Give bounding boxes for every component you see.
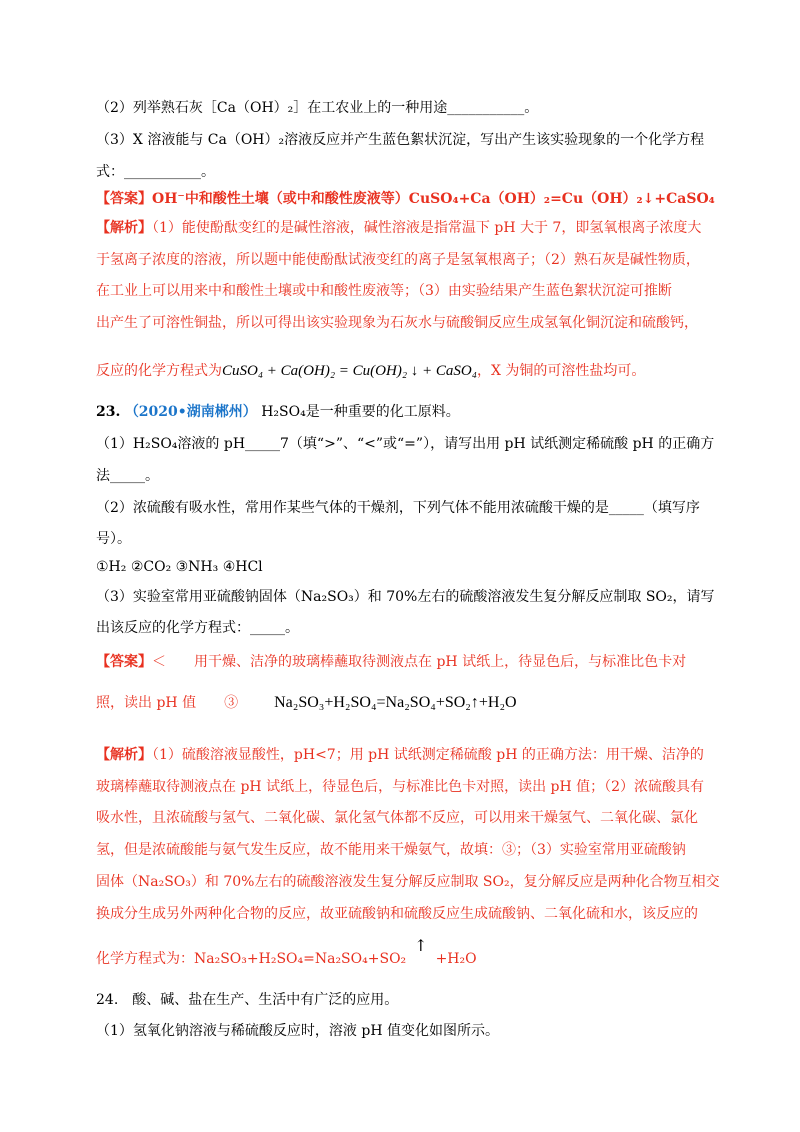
analysis-label: 【解析】 xyxy=(96,220,152,236)
q24-line2: （1）氢氧化钠溶液与稀硫酸反应时，溶液 pH 值变化如图所示。 xyxy=(96,1023,499,1039)
q22-analysis-line1 xyxy=(96,218,708,238)
q23-part1-line2: 法_____。 xyxy=(96,468,159,484)
answer-text: ＜ 用干燥、洁净的玻璃棒蘸取待测液点在 pH 试纸上，待显色后，与标准比色卡对 xyxy=(152,654,687,670)
question-stem: H₂SO₄是一种重要的化工原料。 xyxy=(261,404,460,420)
analysis-text: 化学方程式为：Na₂SO₃+H₂SO₄=Na₂SO₄+SO₂ xyxy=(96,951,407,967)
q22-analysis-line4: 出产生了可溶性铜盐，所以可得出该实验现象为石灰水与硫酸铜反应生成氢氧化铜沉淀和硫酸钙， xyxy=(96,315,698,331)
analysis-text: +H₂O xyxy=(435,951,477,967)
analysis-text: （1）能使酚酞变红的是碱性溶液，碱性溶液是指常温下 pH 大于 7，即氢氧根离子浓度大 xyxy=(152,220,702,236)
answer-label: 【答案】 xyxy=(96,654,152,670)
q23-part2-line2: 号）。 xyxy=(96,531,131,547)
q23-analysis-line2: 玻璃棒蘸取待测液点在 pH 试纸上，待显色后，与标准比色卡对照，读出 pH 值；（2）浓硫酸具有 xyxy=(96,779,705,795)
q23-analysis-line4: 氢，但是浓硫酸能与氨气发生反应，故不能用来干燥氨气，故填：③；（3）实验室常用亚硫酸钠 xyxy=(96,842,686,858)
q22-answer-text: OH⁻中和酸性土壤（或中和酸性废液等）CuSO₄+Ca（OH）₂=Cu（OH）₂↓+CaSO₄ xyxy=(152,191,715,207)
q23-analysis-line1 xyxy=(96,745,708,765)
q22-part3-line1: （3）X 溶液能与 Ca（OH）₂溶液反应并产生蓝色絮状沉淀，写出产生该实验现象的一个化学方程 xyxy=(96,132,705,148)
equation-cuso4: CuSO₄ + Ca(OH)₂ = Cu(OH)₂ ↓ + CaSO₄ xyxy=(222,363,477,379)
q23-header xyxy=(96,402,708,422)
q22-part2: （2）列举熟石灰［Ca（OH）₂］在工农业上的一种用途___________。 xyxy=(96,100,539,116)
q22-answer xyxy=(96,189,715,209)
q23-answer-line1 xyxy=(96,652,708,672)
analysis-text: （1）硫酸溶液显酸性，pH<7；用 pH 试纸测定稀硫酸 pH 的正确方法：用干燥、洁净的 xyxy=(152,747,704,763)
q23-options: ①H₂ ②CO₂ ③NH₃ ④HCl xyxy=(96,559,263,575)
up-arrow-icon: ↑ xyxy=(414,936,428,955)
q23-analysis-line5: 固体（Na₂SO₃）和 70%左右的硫酸溶液发生复分解反应制取 SO₂，复分解反应是两种化合物互相交 xyxy=(96,874,720,890)
equation-na2so3: Na₂SO₃+H₂SO₄=Na₂SO₄+SO₂↑+H₂O xyxy=(274,694,517,711)
q22-analysis-line2: 于氢离子浓度的溶液，所以题中能使酚酞试液变红的离子是氢氧根离子；（2）熟石灰是碱性物质， xyxy=(96,252,700,268)
analysis-text: 反应的化学方程式为 xyxy=(96,363,222,379)
question-number: 23. xyxy=(96,404,121,420)
q22-analysis-line5 xyxy=(96,361,708,381)
q23-part2-line1: （2）浓硫酸有吸水性，常用作某些气体的干燥剂，下列气体不能用浓硫酸干燥的是_____（填写序 xyxy=(96,500,700,516)
analysis-text: ，X 为铜的可溶性盐均可。 xyxy=(476,363,646,379)
q23-part3-line2: 出该反应的化学方程式：_____。 xyxy=(96,620,299,636)
q23-analysis-line6: 换成分生成另外两种化合物的反应，故亚硫酸钠和硫酸反应生成硫酸钠、二氧化硫和水，该反应的 xyxy=(96,906,698,922)
q23-analysis-line7 xyxy=(96,936,708,969)
answer-text: 照，读出 pH 值 ③ xyxy=(96,695,239,711)
answer-label: 【答案】 xyxy=(96,191,152,207)
question-source: （2020•湖南郴州） xyxy=(124,404,257,420)
q24-line1: 24. 酸、碱、盐在生产、生活中有广泛的应用。 xyxy=(96,992,399,1008)
q23-part1-line1: （1）H₂SO₄溶液的 pH_____7（填“>”、“<”或“=”），请写出用 pH 试纸测定稀硫酸 pH 的正确方 xyxy=(96,436,715,452)
q22-analysis-line3: 在工业上可以用来中和酸性土壤或中和酸性废液等；（3）由实验结果产生蓝色絮状沉淀可推断 xyxy=(96,283,672,299)
q22-part3-line2: 式：___________。 xyxy=(96,164,215,180)
q23-analysis-line3: 吸水性，且浓硫酸与氢气、二氧化碳、氯化氢气体都不反应，可以用来干燥氢气、二氧化碳、氯化 xyxy=(96,810,698,826)
q23-answer-line2 xyxy=(96,693,708,713)
q23-part3-line1: （3）实验室常用亚硫酸钠固体（Na₂SO₃）和 70%左右的硫酸溶液发生复分解反应制取 SO₂，请写 xyxy=(96,589,715,605)
analysis-label: 【解析】 xyxy=(96,747,152,763)
